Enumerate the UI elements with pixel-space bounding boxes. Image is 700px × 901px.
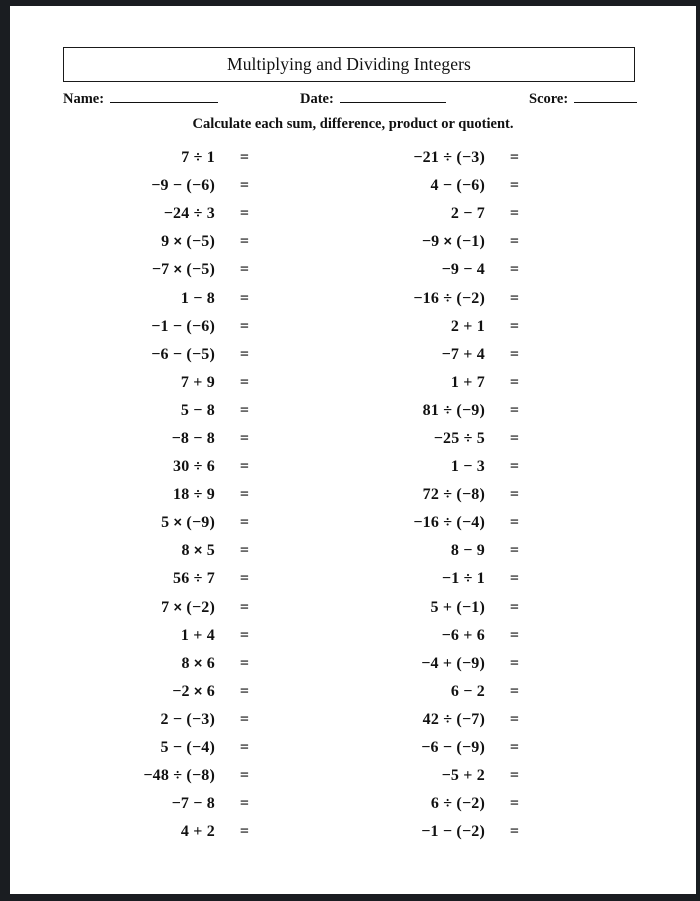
instruction-text: Calculate each sum, difference, product or quotient. xyxy=(192,116,514,132)
problem-row xyxy=(335,790,565,818)
equals-sign: = xyxy=(239,401,249,419)
equals-sign: = xyxy=(509,261,519,279)
problem-row xyxy=(65,369,295,397)
problem-row xyxy=(335,706,565,734)
problem-expression: 6 ÷ (−2) xyxy=(430,795,485,813)
problem-expression: −1 ÷ 1 xyxy=(441,570,485,588)
problem-row xyxy=(335,200,565,228)
equals-sign: = xyxy=(509,429,519,447)
problem-expression: 81 ÷ (−9) xyxy=(422,401,485,419)
problem-row xyxy=(335,397,565,425)
equals-sign: = xyxy=(509,598,519,616)
problem-expression: 72 ÷ (−8) xyxy=(422,486,485,504)
equals-sign: = xyxy=(239,823,249,841)
problem-expression: −7 − 8 xyxy=(171,795,215,813)
multiplication-sign: × xyxy=(443,234,453,251)
problem-row xyxy=(65,790,295,818)
problem-row xyxy=(65,172,295,200)
name-label: Name: xyxy=(63,91,105,107)
problem-row xyxy=(335,313,565,341)
equals-sign: = xyxy=(509,373,519,391)
problem-row xyxy=(65,284,295,312)
multiplication-sign: × xyxy=(193,543,203,560)
equals-sign: = xyxy=(239,542,249,560)
problem-column-right xyxy=(335,144,565,846)
problem-row xyxy=(335,509,565,537)
problem-expression: −24 ÷ 3 xyxy=(163,205,215,223)
multiplication-sign: × xyxy=(173,234,183,251)
problem-row xyxy=(65,650,295,678)
problem-expression: 7 + 9 xyxy=(180,373,215,391)
problem-expression: 5 − (−4) xyxy=(160,739,215,757)
equals-sign: = xyxy=(239,149,249,167)
problem-expression: 1 − 3 xyxy=(450,458,485,476)
problem-row xyxy=(335,481,565,509)
problem-expression: −8 − 8 xyxy=(171,429,215,447)
problem-row xyxy=(65,537,295,565)
problem-row xyxy=(65,706,295,734)
problem-row xyxy=(65,565,295,593)
problem-row xyxy=(335,594,565,622)
problem-expression: −48 ÷ (−8) xyxy=(143,767,215,785)
equals-sign: = xyxy=(239,345,249,363)
problem-row xyxy=(65,622,295,650)
problem-expression: −16 ÷ (−2) xyxy=(413,289,485,307)
problem-row xyxy=(335,425,565,453)
equals-sign: = xyxy=(509,177,519,195)
equals-sign: = xyxy=(239,514,249,532)
problem-expression: −5 + 2 xyxy=(441,767,485,785)
equals-sign: = xyxy=(239,373,249,391)
problem-row xyxy=(335,341,565,369)
problem-expression: 4 − (−6) xyxy=(430,177,485,195)
problem-expression: −1 − (−6) xyxy=(151,317,215,335)
problem-expression: 8 × 6 xyxy=(181,654,215,672)
problem-row xyxy=(335,284,565,312)
problem-expression: 8 × 5 xyxy=(181,542,215,560)
problem-row xyxy=(65,481,295,509)
problem-expression: −21 ÷ (−3) xyxy=(413,149,485,167)
equals-sign: = xyxy=(509,233,519,251)
equals-sign: = xyxy=(239,626,249,644)
worksheet-page xyxy=(10,6,696,894)
problem-expression: 42 ÷ (−7) xyxy=(422,710,485,728)
problem-expression: −6 − (−5) xyxy=(151,345,215,363)
problem-column-left xyxy=(65,144,295,846)
equals-sign: = xyxy=(509,739,519,757)
multiplication-sign: × xyxy=(173,262,183,279)
problem-row xyxy=(335,369,565,397)
problem-expression: 18 ÷ 9 xyxy=(173,486,215,504)
problem-row xyxy=(335,228,565,256)
problem-expression: 8 − 9 xyxy=(450,542,485,560)
problem-expression: 5 + (−1) xyxy=(430,598,485,616)
equals-sign: = xyxy=(239,486,249,504)
problem-row xyxy=(65,313,295,341)
problem-row xyxy=(65,341,295,369)
problem-expression: −6 + 6 xyxy=(441,626,485,644)
equals-sign: = xyxy=(239,289,249,307)
equals-sign: = xyxy=(509,345,519,363)
equals-sign: = xyxy=(239,570,249,588)
problem-row xyxy=(65,509,295,537)
name-input[interactable] xyxy=(110,90,218,103)
equals-sign: = xyxy=(239,739,249,757)
equals-sign: = xyxy=(239,710,249,728)
equals-sign: = xyxy=(509,458,519,476)
problem-row xyxy=(65,228,295,256)
equals-sign: = xyxy=(509,710,519,728)
problem-row xyxy=(65,594,295,622)
problem-row xyxy=(65,425,295,453)
problem-row xyxy=(65,200,295,228)
problem-expression: −4 + (−9) xyxy=(421,654,485,672)
problem-expression: 4 + 2 xyxy=(180,823,215,841)
problem-expression: 9 × (−5) xyxy=(161,233,215,251)
problem-expression: −6 − (−9) xyxy=(421,739,485,757)
equals-sign: = xyxy=(509,149,519,167)
problem-expression: −9 − (−6) xyxy=(151,177,215,195)
problem-expression: −1 − (−2) xyxy=(421,823,485,841)
equals-sign: = xyxy=(239,177,249,195)
problem-expression: 7 × (−2) xyxy=(161,598,215,616)
equals-sign: = xyxy=(239,598,249,616)
multiplication-sign: × xyxy=(193,683,203,700)
problem-row xyxy=(65,762,295,790)
multiplication-sign: × xyxy=(193,655,203,672)
equals-sign: = xyxy=(509,823,519,841)
problem-expression: 30 ÷ 6 xyxy=(173,458,215,476)
problem-row xyxy=(335,144,565,172)
equals-sign: = xyxy=(509,795,519,813)
problem-row xyxy=(65,453,295,481)
equals-sign: = xyxy=(239,233,249,251)
equals-sign: = xyxy=(509,289,519,307)
problem-row xyxy=(335,650,565,678)
problem-row xyxy=(335,565,565,593)
problem-row xyxy=(335,622,565,650)
problem-expression: 1 + 7 xyxy=(450,373,485,391)
problem-expression: −9 − 4 xyxy=(441,261,485,279)
problem-expression: 5 × (−9) xyxy=(161,514,215,532)
problem-expression: −7 + 4 xyxy=(441,345,485,363)
date-field-group xyxy=(300,90,446,108)
equals-sign: = xyxy=(509,767,519,785)
equals-sign: = xyxy=(239,429,249,447)
problem-row xyxy=(65,144,295,172)
problem-row xyxy=(65,734,295,762)
name-field-group xyxy=(63,90,218,108)
equals-sign: = xyxy=(239,317,249,335)
worksheet-title-box xyxy=(63,47,635,82)
problem-row xyxy=(65,256,295,284)
equals-sign: = xyxy=(239,458,249,476)
problem-expression: −9 × (−1) xyxy=(421,233,485,251)
problem-row xyxy=(335,762,565,790)
problem-expression: −7 × (−5) xyxy=(151,261,215,279)
problem-row xyxy=(65,678,295,706)
problem-expression: 5 − 8 xyxy=(180,401,215,419)
date-input[interactable] xyxy=(340,90,446,103)
date-label: Date: xyxy=(300,91,334,107)
problem-expression: −25 ÷ 5 xyxy=(433,429,485,447)
page-title: Multiplying and Dividing Integers xyxy=(227,54,471,74)
equals-sign: = xyxy=(239,795,249,813)
equals-sign: = xyxy=(509,317,519,335)
equals-sign: = xyxy=(509,205,519,223)
multiplication-sign: × xyxy=(173,599,183,616)
equals-sign: = xyxy=(239,682,249,700)
problem-row xyxy=(335,537,565,565)
problem-expression: 2 − (−3) xyxy=(160,710,215,728)
problem-expression: 1 + 4 xyxy=(180,626,215,644)
problem-expression: 1 − 8 xyxy=(180,289,215,307)
problem-expression: 2 − 7 xyxy=(450,205,485,223)
problem-row xyxy=(335,172,565,200)
equals-sign: = xyxy=(509,570,519,588)
score-field-group xyxy=(529,90,637,108)
multiplication-sign: × xyxy=(173,515,183,532)
problem-row xyxy=(335,818,565,846)
problem-expression: 7 ÷ 1 xyxy=(181,149,215,167)
equals-sign: = xyxy=(239,261,249,279)
equals-sign: = xyxy=(509,654,519,672)
equals-sign: = xyxy=(509,682,519,700)
equals-sign: = xyxy=(509,401,519,419)
equals-sign: = xyxy=(239,654,249,672)
problem-row xyxy=(65,818,295,846)
equals-sign: = xyxy=(239,205,249,223)
equals-sign: = xyxy=(509,486,519,504)
problem-row xyxy=(65,397,295,425)
equals-sign: = xyxy=(509,514,519,532)
problem-expression: −16 ÷ (−4) xyxy=(413,514,485,532)
score-label: Score: xyxy=(529,91,569,107)
problem-row xyxy=(335,256,565,284)
problem-expression: 56 ÷ 7 xyxy=(173,570,215,588)
equals-sign: = xyxy=(509,542,519,560)
problem-expression: −2 × 6 xyxy=(172,682,215,700)
student-info-row xyxy=(63,90,643,112)
problem-row xyxy=(335,453,565,481)
problem-expression: 2 + 1 xyxy=(450,317,485,335)
score-input[interactable] xyxy=(574,90,637,103)
equals-sign: = xyxy=(239,767,249,785)
problem-expression: 6 − 2 xyxy=(450,682,485,700)
problem-row xyxy=(335,734,565,762)
equals-sign: = xyxy=(509,626,519,644)
problem-row xyxy=(335,678,565,706)
